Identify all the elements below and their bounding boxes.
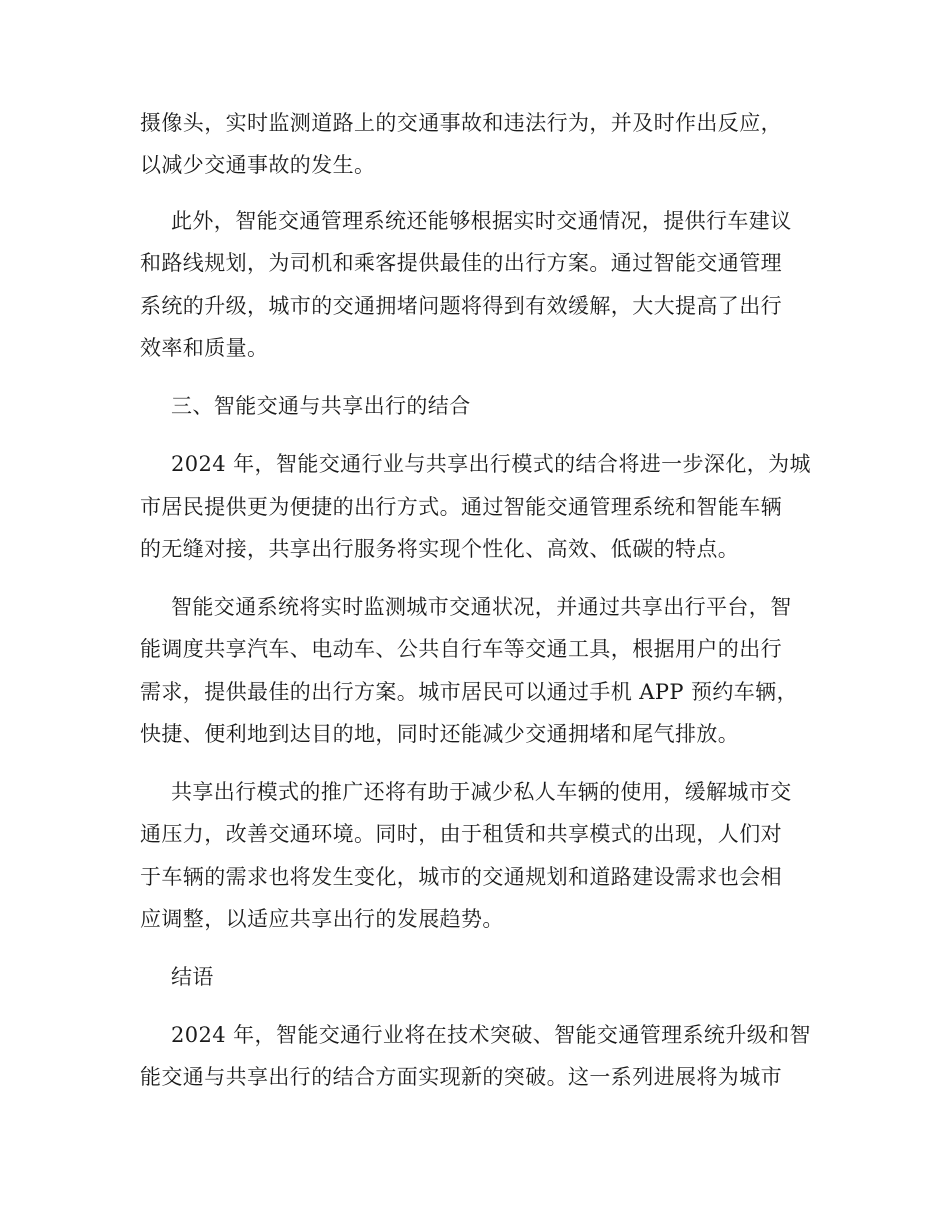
paragraph-line: 应调整，以适应共享出行的发展趋势。 — [140, 907, 504, 931]
paragraph-line: 和路线规划，为司机和乘客提供最佳的出行方案。通过智能交通管理 — [140, 251, 782, 275]
paragraph-line: 市居民提供更为便捷的出行方式。通过智能交通管理系统和智能车辆 — [140, 495, 782, 519]
paragraph-line: 能交通与共享出行的结合方面实现新的突破。这一系列进展将为城市 — [140, 1065, 782, 1089]
paragraph-line: 以减少交通事故的发生。 — [140, 153, 376, 177]
paragraph-line: 智能交通系统将实时监测城市交通状况，并通过共享出行平台，智 — [171, 595, 792, 619]
paragraph-line: 摄像头，实时监测道路上的交通事故和违法行为，并及时作出反应， — [140, 111, 782, 135]
conclusion-heading: 结语 — [171, 965, 214, 989]
paragraph-line: 效率和质量。 — [140, 336, 269, 360]
paragraph-line: 通压力，改善交通环境。同时，由于租赁和共享模式的出现，人们对 — [140, 822, 782, 846]
paragraph-line: 2024 年，智能交通行业与共享出行模式的结合将进一步深化，为城 — [171, 452, 811, 476]
section-heading: 三、智能交通与共享出行的结合 — [171, 394, 471, 418]
paragraph-line: 共享出行模式的推广还将有助于减少私人车辆的使用，缓解城市交 — [171, 780, 792, 804]
paragraph-line: 于车辆的需求也将发生变化，城市的交通规划和道路建设需求也会相 — [140, 865, 782, 889]
paragraph-line: 系统的升级，城市的交通拥堵问题将得到有效缓解，大大提高了出行 — [140, 294, 782, 318]
paragraph-line: 的无缝对接，共享出行服务将实现个性化、高效、低碳的特点。 — [140, 537, 740, 561]
paragraph-line: 2024 年，智能交通行业将在技术突破、智能交通管理系统升级和智 — [171, 1023, 811, 1047]
paragraph-line: 需求，提供最佳的出行方案。城市居民可以通过手机 APP 预约车辆， — [140, 680, 798, 704]
paragraph-line: 能调度共享汽车、电动车、公共自行车等交通工具，根据用户的出行 — [140, 637, 782, 661]
paragraph-line: 快捷、便利地到达目的地，同时还能减少交通拥堵和尾气排放。 — [140, 722, 740, 746]
paragraph-line: 此外，智能交通管理系统还能够根据实时交通情况，提供行车建议 — [171, 209, 792, 233]
